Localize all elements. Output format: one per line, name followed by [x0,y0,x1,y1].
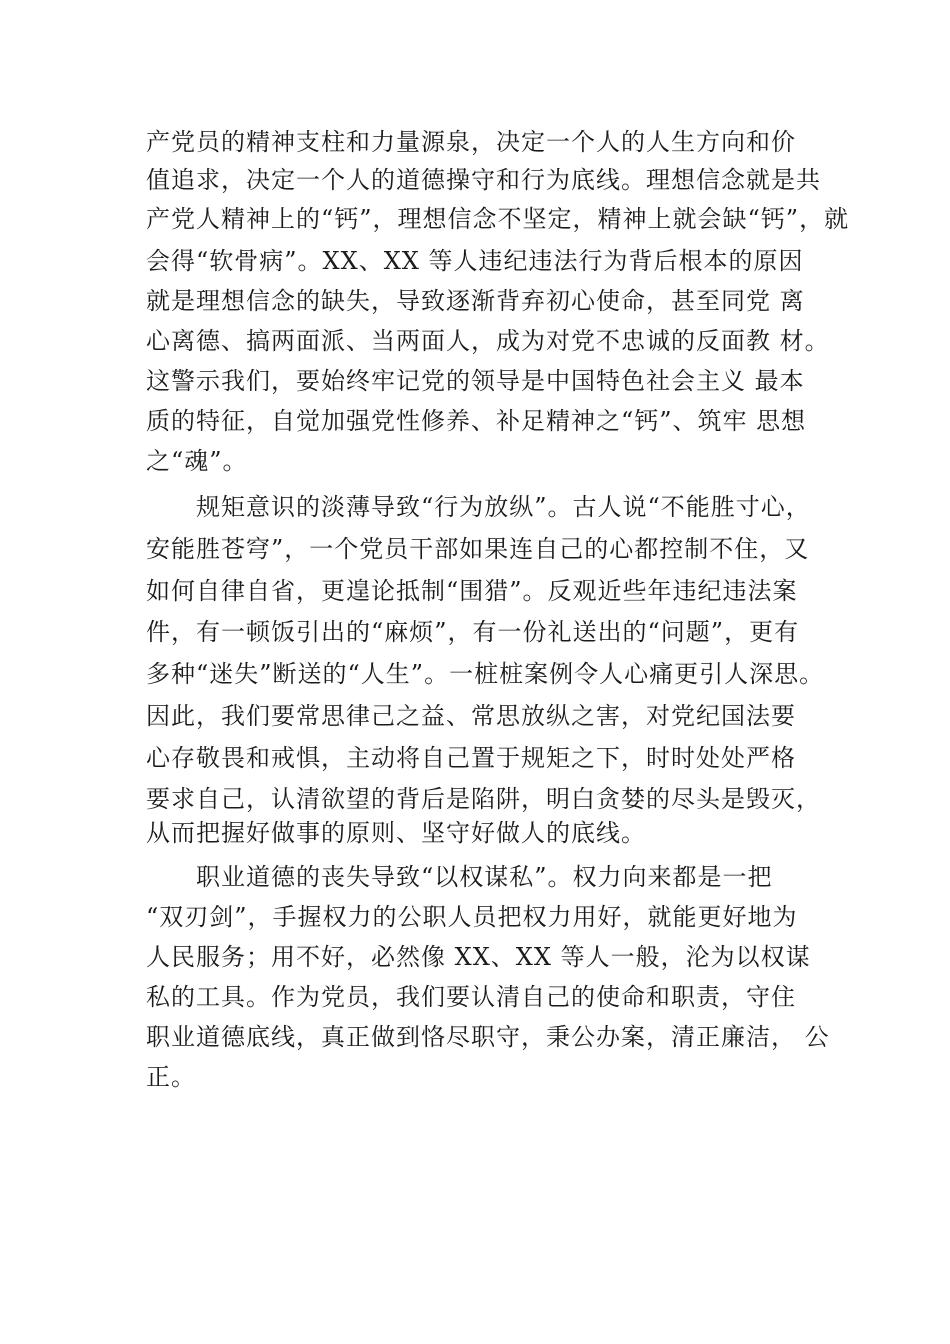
text-line: 就是理想信念的缺失，导致逐渐背弃初心使命，甚至同党 离 [146,287,805,315]
text-line: “双刃剑”，手握权力的公职人员把权力用好，就能更好地为 [146,903,798,931]
text-line: 这警示我们，要始终牢记党的领导是中国特色社会主义 最本 [146,367,805,395]
text-line: 因此，我们要常思律己之益、常思放纵之害，对党纪国法要 [146,702,796,730]
text-line: 安能胜苍穹”，一个党员干部如果连自己的心都控制不住，又 [146,535,810,563]
text-line: 正。 [146,1063,196,1091]
paragraph-first-line: 规矩意识的淡薄导致“行为放纵”。古人说“不能胜寸心， [196,493,811,521]
text-line: 心离德、搞两面派、当两面人，成为对党不忠诚的反面教 材。 [146,327,830,355]
text-line: 多种“迷失”断送的“人生”。一桩桩案例令人心痛更引人深思。 [146,660,825,688]
text-line: 质的特征，自觉加强党性修养、补足精神之“钙”、筑牢 思想 [146,407,807,435]
text-line: 人民服务；用不好，必然像 XX、XX 等人一般，沦为以权谋 [146,943,811,971]
paragraph-first-line: 职业道德的丧失导致“以权谋私”。权力向来都是一把 [196,863,773,891]
text-line: 私的工具。作为党员，我们要认清自己的使命和职责，守住 [146,983,796,1011]
text-line: 要求自己，认清欲望的背后是陷阱，明白贪婪的尽头是毁灭， [146,785,821,813]
text-line: 件，有一顿饭引出的“麻烦”，有一份礼送出的“问题”，更有 [146,618,800,646]
text-line: 产党人精神上的“钙”，理想信念不坚定，精神上就会缺“钙”，就 [146,205,850,233]
text-line: 会得“软骨病”。XX、XX 等人违纪违法行为背后根本的原因 [146,247,804,275]
text-line: 从而把握好做事的原则、坚守好做人的底线。 [146,819,646,847]
text-line: 之“魂”。 [146,447,248,475]
text-line: 职业道德底线，真正做到恪尽职守，秉公办案，清正廉洁， 公 [146,1023,830,1051]
text-line: 值追求，决定一个人的道德操守和行为底线。理想信念就是共 [146,166,821,194]
text-line: 如何自律自省，更遑论抵制“围猎”。反观近些年违纪违法案 [146,577,798,605]
text-line: 产党员的精神支柱和力量源泉，决定一个人的人生方向和价 [146,128,796,156]
text-line: 心存敬畏和戒惧，主动将自己置于规矩之下，时时处处严格 [146,744,796,772]
